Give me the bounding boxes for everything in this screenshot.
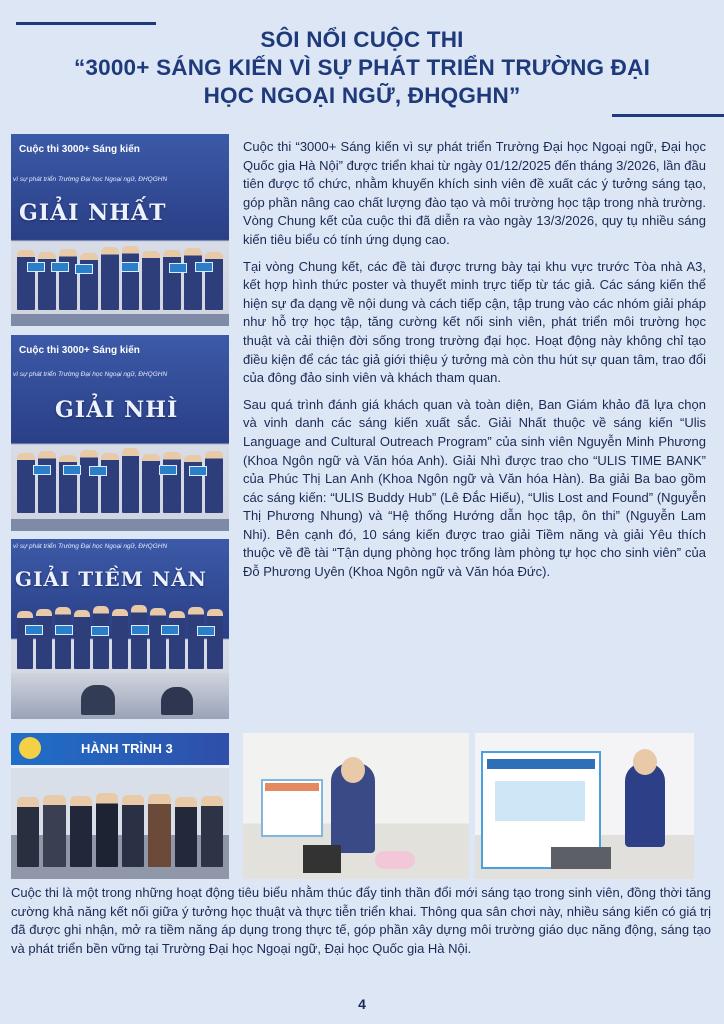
photo-group-officials: [11, 733, 229, 879]
bottom-photo-row: [11, 733, 694, 879]
paragraph-awards: Sau quá trình đánh giá khách quan và toàn diện, Ban Giám khảo đã lựa chọn và vinh danh các sáng kiến xuất sắc. Giải Nhất thuộc về sáng kiến “Ulis Language and Cultural Outreach Program” của sinh viên Nguyễn Minh Phương (Khoa Ngôn ngữ và Văn hóa Anh). Giải Nhì được trao cho “ULIS TIME BANK” của Phúc Thị Lan Anh (Khoa Ngôn ngữ và Văn hóa Hàn). Ba giải Ba bao gồm các sáng kiến: “ULIS Buddy Hub” (Lê Đắc Hiếu), “Ulis Lost and Found” (Nguyễn Thị Phương Nhung) và “Hệ thống Hướng dẫn học tập, ôn thi” (Nguyễn Lam Nhi). Bên cạnh đó, 10 sáng kiến được trao giải Tiềm năng và giải Yêu thích thuộc về đề tài “Tận dụng phòng học trống làm phòng tự học cho sinh viên” của Đỗ Phương Uyên (Khoa Ngôn ngữ và Văn hóa Đức).: [243, 396, 706, 580]
photo-second-prize-ceremony: [11, 335, 229, 531]
photo-student-poster-presentation: [243, 733, 469, 879]
photo-banner-subline: vì sự phát triển Trường Đại học Ngoại ngữ, ĐHQGHN: [13, 371, 168, 378]
photo-banner-subline: vì sự phát triển Trường Đại học Ngoại ngữ, ĐHQGHN: [13, 176, 168, 183]
paragraph-intro: Cuộc thi “3000+ Sáng kiến vì sự phát triển Trường Đại học Ngoại ngữ, Đại học Quốc gia Hà Nội” được triển khai từ ngày 01/12/2025 đến tháng 3/2026, lần đầu tiên được tổ chức, nhằm khuyến khích sinh viên đề xuất các ý tưởng sáng tạo, góp phần nâng cao chất lượng đào tạo và môi trường học tập trong nhà trường. Vòng Chung kết của cuộc thi đã diễn ra vào ngày 13/3/2026, quy tụ nhiều sáng kiến tiêu biểu có tính ứng dụng cao.: [243, 139, 706, 247]
photo-banner-text: Cuộc thi 3000+ Sáng kiến: [19, 345, 140, 356]
photo-banner-text: HÀNH TRÌNH 3: [81, 741, 173, 756]
photo-first-prize-ceremony: [11, 134, 229, 326]
photo-award-text: GIẢI TIỀM NĂN: [15, 567, 207, 591]
award-recipients-group: [17, 246, 223, 310]
photo-award-text: GIẢI NHẤT: [19, 200, 167, 226]
photo-award-text: GIẢI NHÌ: [55, 397, 179, 423]
photo-banner-subline: vì sự phát triển Trường Đại học Ngoại ngữ, ĐHQGHN: [13, 543, 168, 550]
award-recipients-group: [17, 603, 223, 669]
page-number: 4: [358, 996, 366, 1012]
closing-paragraph: Cuộc thi là một trong những hoạt động tiêu biểu nhằm thúc đẩy tinh thần đổi mới sáng tạo trong sinh viên, đồng thời tăng cường khả năng kết nối giữa ý tưởng học thuật và thực tiễn triển khai. Thông qua sân chơi này, nhiều sáng kiến có giá trị đã được ghi nhận, mở ra tiềm năng áp dụng trong thực tế, góp phần xây dựng môi trường giáo dục năng động, sáng tạo và phát triển bền vững tại Trường Đại học Ngoại ngữ, Đại học Quốc gia Hà Nội.: [11, 885, 711, 956]
award-recipients-group: [17, 447, 223, 513]
title-line-2: “3000+ SÁNG KIẾN VÌ SỰ PHÁT TRIỂN TRƯỜNG ĐẠI: [73, 55, 651, 80]
left-photo-column: [11, 134, 229, 719]
decorative-rule-right: [612, 114, 724, 117]
photo-potential-prize-ceremony: [11, 539, 229, 719]
decorative-rule-top: [16, 22, 156, 25]
photo-student-display-board: [475, 733, 694, 879]
photo-banner-text: Cuộc thi 3000+ Sáng kiến: [19, 144, 140, 155]
page-title: [10, 26, 714, 110]
paragraph-final-round: Tại vòng Chung kết, các đề tài được trưng bày tại khu vực trước Tòa nhà A3, kết hợp hình thức poster và thuyết minh trực tiếp từ tác giả. Các sáng kiến thể hiện sự đa dạng về nội dung và cách tiếp cận, tập trung vào các nhóm giải pháp như hỗ trợ học tập, tăng cường kết nối sinh viên, phát triển môi trường học thuật và cải thiện đời sống trong trường đại học. Hoạt động này không chỉ tạo điều kiện để các tác giả giới thiệu ý tưởng mà còn thu hút sự quan tâm, trao đổi của đông đảo sinh viên và khách tham quan.: [243, 258, 706, 386]
title-line-1: SÔI NỔI CUỘC THI: [260, 27, 464, 52]
officials-group: [17, 791, 223, 867]
article-body: [243, 138, 706, 590]
title-line-3: HỌC NGOẠI NGỮ, ĐHQGHN”: [203, 83, 521, 108]
